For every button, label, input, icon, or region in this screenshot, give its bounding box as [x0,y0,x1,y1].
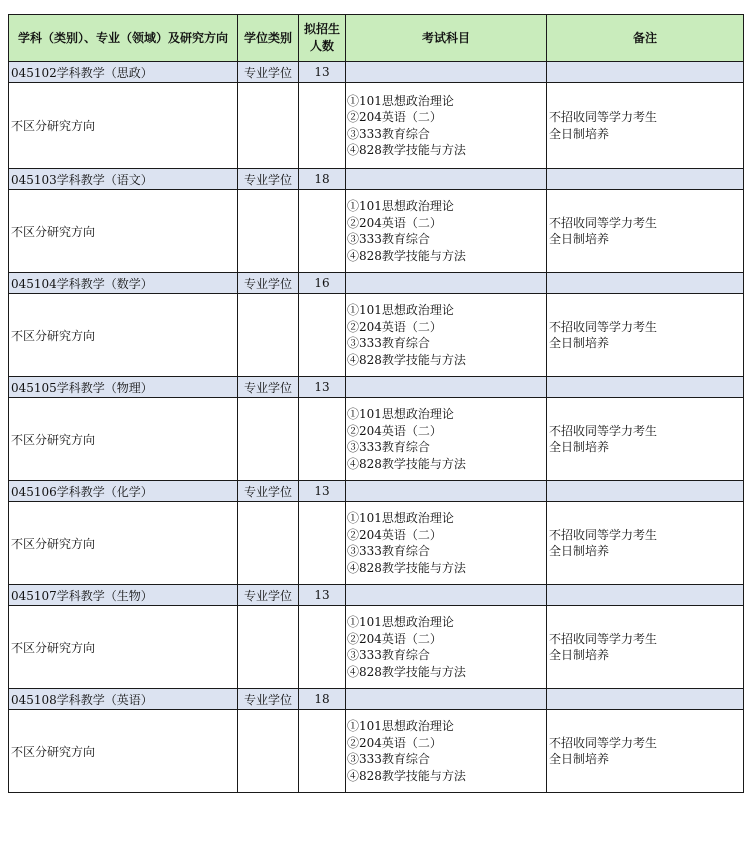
major-exam-blank [346,481,547,502]
research-direction: 不区分研究方向 [9,190,238,273]
major-name: 045105学科教学（物理） [9,377,238,398]
quota-blank [299,606,346,689]
remark-line: 全日制培养 [549,126,610,141]
direction-row [9,606,744,689]
remark-line: 不招收同等学力考生 [549,423,658,438]
major-exam-blank [346,689,547,710]
major-name: 045108学科教学（英语） [9,689,238,710]
major-row [9,585,744,606]
direction-row [9,502,744,585]
major-row [9,169,744,190]
degree-type: 专业学位 [238,169,299,190]
enrollment-quota: 13 [299,62,346,83]
research-direction: 不区分研究方向 [9,502,238,585]
exam-subject: ①101思想政治理论 [347,407,454,421]
remark-line: 全日制培养 [549,648,610,662]
major-name: 045102学科教学（思政） [9,62,238,83]
header-note: 备注 [547,15,744,62]
exam-subject: ③333教育综合 [347,544,430,558]
exam-subject: ①101思想政治理论 [347,199,454,213]
major-exam-blank [346,585,547,606]
degree-type: 专业学位 [238,62,299,83]
exam-subject: ④828教学技能与方法 [347,248,466,263]
exam-subject: ②204英语（二） [347,631,442,646]
exam-subject: ①101思想政治理论 [347,511,454,525]
enrollment-quota: 18 [299,169,346,190]
remarks [547,502,744,585]
major-exam-blank [346,169,547,190]
exam-subjects [346,606,547,689]
exam-subject: ②204英语（二） [347,319,442,334]
enrollment-quota: 13 [299,585,346,606]
degree-type: 专业学位 [238,689,299,710]
quota-blank [299,502,346,585]
exam-subject: ②204英语（二） [347,527,442,542]
major-row [9,377,744,398]
direction-row [9,190,744,273]
remarks [547,190,744,273]
remark-line: 不招收同等学力考生 [549,735,658,750]
exam-subject: ④828教学技能与方法 [347,456,466,471]
exam-subject: ④828教学技能与方法 [347,560,466,575]
remark-line: 全日制培养 [549,752,610,766]
degree-type: 专业学位 [238,273,299,294]
major-name: 045103学科教学（语文） [9,169,238,190]
exam-subject: ③333教育综合 [347,752,430,766]
direction-row [9,710,744,793]
quota-blank [299,83,346,169]
remarks [547,606,744,689]
exam-subject: ②204英语（二） [347,110,442,124]
exam-subjects [346,710,547,793]
header-exam: 考试科目 [346,15,547,62]
quota-blank [299,710,346,793]
remark-line: 不招收同等学力考生 [549,110,658,124]
exam-subject: ②204英语（二） [347,215,442,230]
remark-line: 不招收同等学力考生 [549,215,658,230]
remarks [547,710,744,793]
quota-blank [299,190,346,273]
header-quota: 拟招生人数 [299,15,346,62]
exam-subject: ③333教育综合 [347,648,430,662]
major-note-blank [547,62,744,83]
exam-subject: ③333教育综合 [347,336,430,350]
major-note-blank [547,377,744,398]
exam-subjects [346,294,547,377]
research-direction: 不区分研究方向 [9,606,238,689]
remarks [547,294,744,377]
major-row [9,273,744,294]
exam-subject: ①101思想政治理论 [347,93,454,108]
remark-line: 全日制培养 [549,544,610,558]
research-direction: 不区分研究方向 [9,294,238,377]
major-exam-blank [346,273,547,294]
major-note-blank [547,169,744,190]
header-major: 学科（类别）、专业（领域）及研究方向 [9,15,238,62]
major-exam-blank [346,377,547,398]
degree-type: 专业学位 [238,481,299,502]
exam-subject: ①101思想政治理论 [347,303,454,317]
remarks [547,83,744,169]
enrollment-quota: 16 [299,273,346,294]
quota-blank [299,398,346,481]
major-name: 045104学科教学（数学） [9,273,238,294]
remark-line: 不招收同等学力考生 [549,631,658,646]
exam-subject: ③333教育综合 [347,440,430,454]
major-name: 045107学科教学（生物） [9,585,238,606]
major-note-blank [547,481,744,502]
major-note-blank [547,585,744,606]
degree-type: 专业学位 [238,377,299,398]
degree-blank [238,606,299,689]
major-exam-blank [346,62,547,83]
degree-blank [238,190,299,273]
major-name: 045106学科教学（化学） [9,481,238,502]
exam-subjects [346,502,547,585]
enrollment-quota: 13 [299,481,346,502]
remark-line: 全日制培养 [549,336,610,350]
exam-subject: ④828教学技能与方法 [347,352,466,367]
enrollment-quota: 13 [299,377,346,398]
degree-blank [238,294,299,377]
research-direction: 不区分研究方向 [9,710,238,793]
degree-blank [238,83,299,169]
direction-row [9,83,744,169]
exam-subject: ④828教学技能与方法 [347,664,466,679]
exam-subject: ③333教育综合 [347,126,430,141]
exam-subject: ③333教育综合 [347,232,430,246]
degree-blank [238,502,299,585]
remark-line: 全日制培养 [549,232,610,246]
remarks [547,398,744,481]
research-direction: 不区分研究方向 [9,398,238,481]
major-row [9,689,744,710]
table-body [9,62,744,793]
exam-subject: ②204英语（二） [347,735,442,750]
exam-subject: ④828教学技能与方法 [347,143,466,157]
direction-row [9,398,744,481]
major-note-blank [547,689,744,710]
enrollment-table [8,14,744,793]
quota-blank [299,294,346,377]
research-direction: 不区分研究方向 [9,83,238,169]
exam-subjects [346,398,547,481]
degree-type: 专业学位 [238,585,299,606]
major-note-blank [547,273,744,294]
remark-line: 不招收同等学力考生 [549,319,658,334]
major-row [9,481,744,502]
header-degree: 学位类别 [238,15,299,62]
direction-row [9,294,744,377]
exam-subject: ④828教学技能与方法 [347,768,466,783]
enrollment-quota: 18 [299,689,346,710]
degree-blank [238,398,299,481]
exam-subjects [346,190,547,273]
exam-subject: ①101思想政治理论 [347,719,454,733]
remark-line: 全日制培养 [549,440,610,454]
exam-subject: ②204英语（二） [347,423,442,438]
exam-subject: ①101思想政治理论 [347,615,454,629]
remark-line: 不招收同等学力考生 [549,527,658,542]
degree-blank [238,710,299,793]
exam-subjects [346,83,547,169]
header-row [9,15,744,62]
major-row [9,62,744,83]
